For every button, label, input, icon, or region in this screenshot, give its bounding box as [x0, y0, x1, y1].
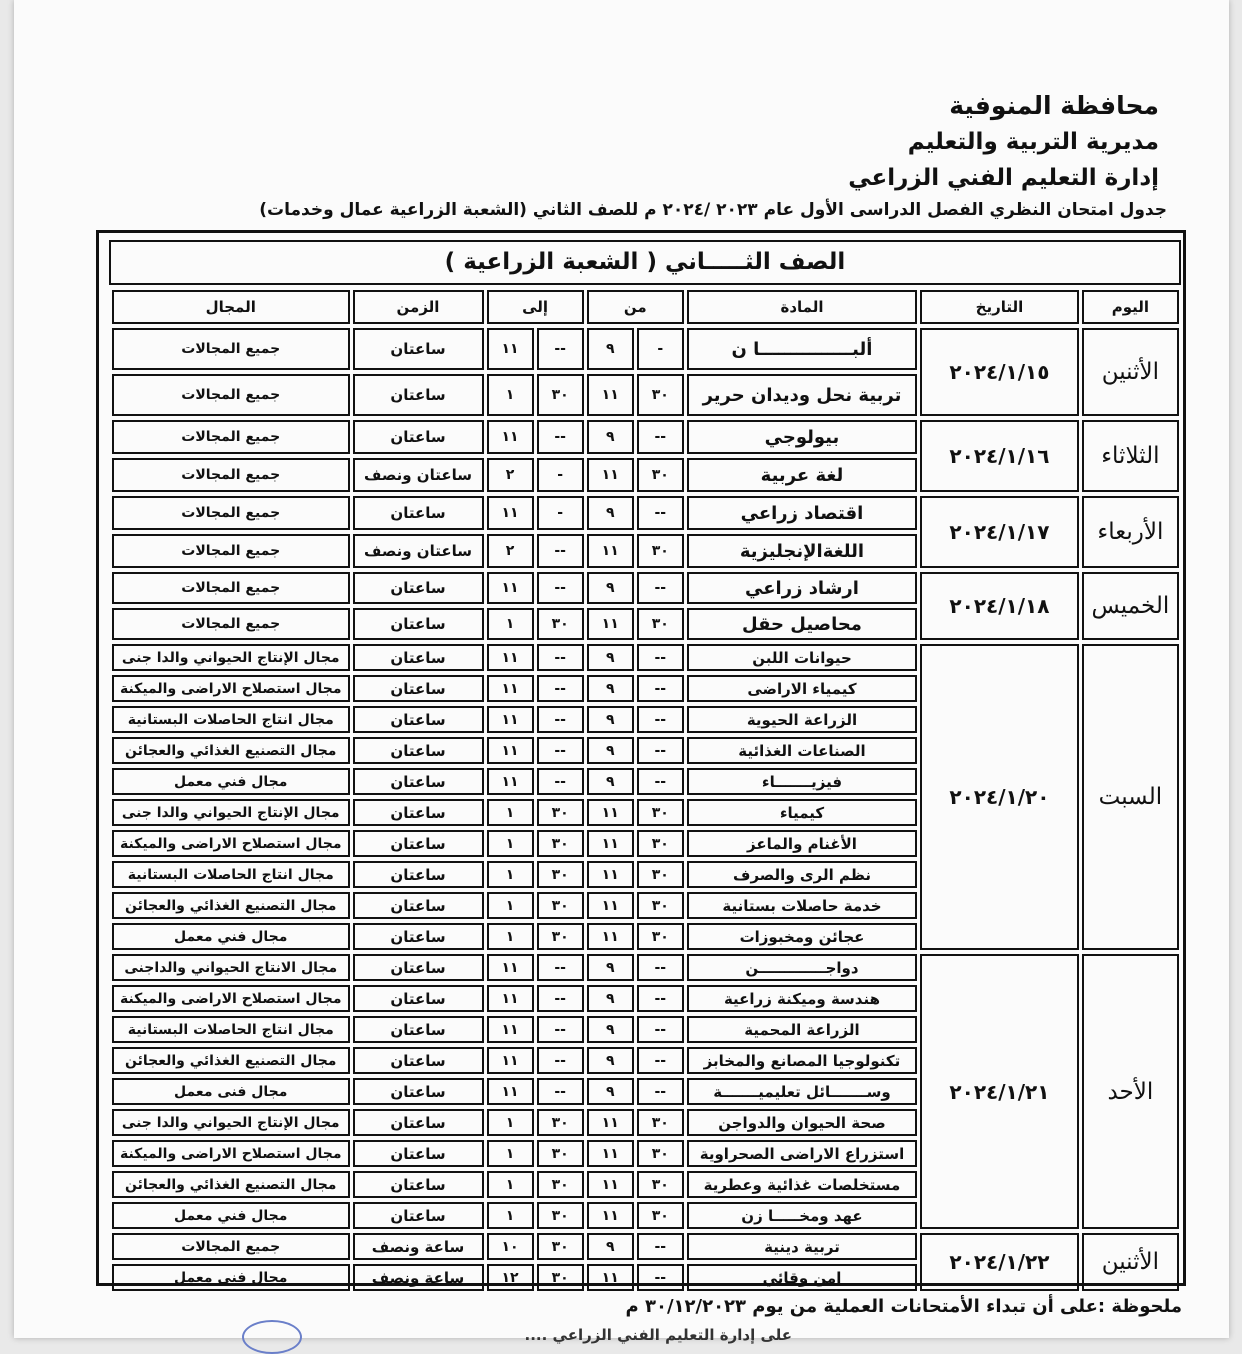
field-cell: جميع المجالات — [112, 572, 350, 604]
start-minute-cell: -- — [637, 1078, 684, 1105]
start-minute-cell: ٣٠ — [637, 374, 684, 416]
duration-cell: ساعتان — [353, 1047, 484, 1074]
subject-cell: اقتصاد زراعي — [687, 496, 917, 530]
end-minute-cell: ٣٠ — [537, 1264, 584, 1291]
field-cell: مجال الإنتاج الحيواني والدا جنى — [112, 644, 350, 671]
duration-cell: ساعتان — [353, 830, 484, 857]
duration-cell: ساعتان — [353, 923, 484, 950]
start-minute-cell: -- — [637, 644, 684, 671]
duration-cell: ساعتان — [353, 420, 484, 454]
start-hour-cell: ١١ — [587, 608, 634, 640]
start-hour-cell: ٩ — [587, 572, 634, 604]
end-minute-cell: - — [537, 496, 584, 530]
end-minute-cell: -- — [537, 534, 584, 568]
end-minute-cell: -- — [537, 420, 584, 454]
ink-stamp — [242, 1320, 302, 1354]
start-hour-cell: ٩ — [587, 706, 634, 733]
duration-cell: ساعتان — [353, 768, 484, 795]
subject-cell: فيزيـــــــاء — [687, 768, 917, 795]
field-cell: مجال التصنيع الغذائي والعجائن — [112, 1047, 350, 1074]
date-cell: ٢٠٢٤/١/١٦ — [920, 420, 1079, 492]
duration-cell: ساعتان — [353, 706, 484, 733]
start-minute-cell: ٣٠ — [637, 861, 684, 888]
end-hour-cell: ١ — [487, 861, 534, 888]
start-minute-cell: -- — [637, 737, 684, 764]
start-hour-cell: ٩ — [587, 1047, 634, 1074]
start-minute-cell: -- — [637, 1047, 684, 1074]
end-hour-cell: ١١ — [487, 572, 534, 604]
duration-cell: ساعتان — [353, 954, 484, 981]
subject-cell: ألبـــــــــــــــا ن — [687, 328, 917, 370]
end-hour-cell: ١ — [487, 892, 534, 919]
field-cell: مجال استصلاح الاراضى والميكنة — [112, 830, 350, 857]
subject-cell: كيمياء الاراضى — [687, 675, 917, 702]
duration-cell: ساعتان — [353, 608, 484, 640]
start-minute-cell: -- — [637, 1233, 684, 1260]
end-hour-cell: ١١ — [487, 1016, 534, 1043]
start-hour-cell: ١١ — [587, 923, 634, 950]
start-hour-cell: ٩ — [587, 954, 634, 981]
duration-cell: ساعتان ونصف — [353, 534, 484, 568]
subject-cell: الأغنام والماعز — [687, 830, 917, 857]
subject-cell: كيمياء — [687, 799, 917, 826]
field-cell: مجال الإنتاج الحيواني والدا جنى — [112, 799, 350, 826]
start-minute-cell: ٣٠ — [637, 1140, 684, 1167]
col-day: اليوم — [1082, 290, 1179, 324]
subject-cell: تربية دينية — [687, 1233, 917, 1260]
start-minute-cell: ٣٠ — [637, 1202, 684, 1229]
end-minute-cell: ٣٠ — [537, 861, 584, 888]
start-hour-cell: ١١ — [587, 799, 634, 826]
start-minute-cell: ٣٠ — [637, 534, 684, 568]
end-hour-cell: ١١ — [487, 1078, 534, 1105]
end-minute-cell: ٣٠ — [537, 608, 584, 640]
table-row — [112, 328, 1179, 370]
administration-title: إدارة التعليم الفني الزراعي — [848, 165, 1159, 191]
directorate-title: مديرية التربية والتعليم — [907, 129, 1159, 155]
start-hour-cell: ١١ — [587, 861, 634, 888]
start-minute-cell: -- — [637, 675, 684, 702]
day-cell: الأثنين — [1082, 328, 1179, 416]
duration-cell: ساعة ونصف — [353, 1233, 484, 1260]
end-minute-cell: -- — [537, 572, 584, 604]
col-duration: الزمن — [353, 290, 484, 324]
subject-cell: خدمة حاصلات بستانية — [687, 892, 917, 919]
table-row — [112, 496, 1179, 530]
field-cell: جميع المجالات — [112, 328, 350, 370]
end-hour-cell: ١ — [487, 923, 534, 950]
start-minute-cell: -- — [637, 572, 684, 604]
field-cell: مجال الانتاج الحيواني والداجنى — [112, 954, 350, 981]
schedule-body — [112, 328, 1179, 1291]
start-hour-cell: ١١ — [587, 534, 634, 568]
field-cell: مجال استصلاح الاراضى والميكنة — [112, 675, 350, 702]
practical-exams-note: ملحوظة :على أن تبداء الأمتحانات العملية من يوم ٣٠/١٢/٢٠٢٣ م — [625, 1296, 1182, 1317]
end-hour-cell: ١١ — [487, 1047, 534, 1074]
table-row — [112, 420, 1179, 454]
date-cell: ٢٠٢٤/١/١٥ — [920, 328, 1079, 416]
duration-cell: ساعتان — [353, 374, 484, 416]
duration-cell: ساعتان — [353, 328, 484, 370]
end-hour-cell: ١١ — [487, 768, 534, 795]
col-from: من — [587, 290, 684, 324]
duration-cell: ساعتان — [353, 1202, 484, 1229]
start-minute-cell: ٣٠ — [637, 923, 684, 950]
end-hour-cell: ١ — [487, 374, 534, 416]
field-cell: مجال التصنيع الغذائي والعجائن — [112, 737, 350, 764]
governorate-title: محافظة المنوفية — [949, 91, 1159, 120]
start-hour-cell: ٩ — [587, 1078, 634, 1105]
end-minute-cell: ٣٠ — [537, 1140, 584, 1167]
end-minute-cell: ٣٠ — [537, 374, 584, 416]
table-row — [112, 572, 1179, 604]
col-date: التاريخ — [920, 290, 1079, 324]
end-hour-cell: ١١ — [487, 328, 534, 370]
col-subject: المادة — [687, 290, 917, 324]
duration-cell: ساعتان — [353, 496, 484, 530]
field-cell: جميع المجالات — [112, 420, 350, 454]
field-cell: جميع المجالات — [112, 1233, 350, 1260]
end-hour-cell: ١١ — [487, 644, 534, 671]
col-to: إلى — [487, 290, 584, 324]
start-minute-cell: -- — [637, 985, 684, 1012]
grade-banner: الصف الثـــــاني ( الشعبة الزراعية ) — [109, 240, 1181, 285]
end-hour-cell: ١١ — [487, 954, 534, 981]
field-cell: جميع المجالات — [112, 608, 350, 640]
start-hour-cell: ١١ — [587, 830, 634, 857]
start-hour-cell: ٩ — [587, 737, 634, 764]
subject-cell: امن وقائي — [687, 1264, 917, 1291]
start-hour-cell: ١١ — [587, 374, 634, 416]
end-minute-cell: ٣٠ — [537, 1202, 584, 1229]
start-hour-cell: ٩ — [587, 1233, 634, 1260]
start-minute-cell: ٣٠ — [637, 1109, 684, 1136]
duration-cell: ساعتان — [353, 799, 484, 826]
start-minute-cell: -- — [637, 768, 684, 795]
start-hour-cell: ٩ — [587, 985, 634, 1012]
field-cell: مجال التصنيع الغذائي والعجائن — [112, 1171, 350, 1198]
date-cell: ٢٠٢٤/١/٢٢ — [920, 1233, 1079, 1291]
end-hour-cell: ١ — [487, 799, 534, 826]
end-hour-cell: ١ — [487, 1171, 534, 1198]
subject-cell: عهد ومخـــــا زن — [687, 1202, 917, 1229]
duration-cell: ساعتان — [353, 675, 484, 702]
subject-cell: تربية نحل وديدان حرير — [687, 374, 917, 416]
duration-cell: ساعتان — [353, 572, 484, 604]
end-minute-cell: -- — [537, 1078, 584, 1105]
field-cell: جميع المجالات — [112, 458, 350, 492]
subject-cell: استزراع الاراضى الصحراوية — [687, 1140, 917, 1167]
end-minute-cell: -- — [537, 954, 584, 981]
end-minute-cell: -- — [537, 768, 584, 795]
end-hour-cell: ٢ — [487, 534, 534, 568]
subject-cell: ارشاد زراعي — [687, 572, 917, 604]
start-hour-cell: ٩ — [587, 644, 634, 671]
end-minute-cell: ٣٠ — [537, 1233, 584, 1260]
start-minute-cell: ٣٠ — [637, 1171, 684, 1198]
field-cell: جميع المجالات — [112, 496, 350, 530]
subject-cell: اللغةالإنجليزية — [687, 534, 917, 568]
col-field: المجال — [112, 290, 350, 324]
field-cell: مجال الإنتاج الحيواني والدا جنى — [112, 1109, 350, 1136]
subject-cell: لغة عربية — [687, 458, 917, 492]
start-minute-cell: ٣٠ — [637, 799, 684, 826]
start-minute-cell: -- — [637, 1016, 684, 1043]
start-hour-cell: ١١ — [587, 458, 634, 492]
start-hour-cell: ٩ — [587, 420, 634, 454]
end-minute-cell: ٣٠ — [537, 799, 584, 826]
date-cell: ٢٠٢٤/١/١٨ — [920, 572, 1079, 640]
end-minute-cell: ٣٠ — [537, 830, 584, 857]
field-cell: مجال فنى معمل — [112, 1264, 350, 1291]
start-hour-cell: ٩ — [587, 675, 634, 702]
subject-cell: نظم الرى والصرف — [687, 861, 917, 888]
exam-schedule-table — [109, 286, 1182, 1295]
subject-cell: محاصيل حقل — [687, 608, 917, 640]
end-hour-cell: ١ — [487, 608, 534, 640]
duration-cell: ساعتان — [353, 737, 484, 764]
subject-cell: مستخلصات غذائية وعطرية — [687, 1171, 917, 1198]
end-minute-cell: -- — [537, 1016, 584, 1043]
schedule-subtitle: جدول امتحان النظري الفصل الدراسى الأول عام ٢٠٢٣ /٢٠٢٤ م للصف الثاني (الشعبة الزراعية عمال وخدمات) — [259, 200, 1167, 220]
end-minute-cell: ٣٠ — [537, 923, 584, 950]
subject-cell: عجائن ومخبوزات — [687, 923, 917, 950]
day-cell: السبت — [1082, 644, 1179, 950]
end-hour-cell: ١١ — [487, 706, 534, 733]
field-cell: جميع المجالات — [112, 534, 350, 568]
start-hour-cell: ١١ — [587, 1109, 634, 1136]
start-hour-cell: ١١ — [587, 892, 634, 919]
duration-cell: ساعتان — [353, 985, 484, 1012]
start-hour-cell: ١١ — [587, 1264, 634, 1291]
subject-cell: وســـــــائل تعليميـــــــة — [687, 1078, 917, 1105]
start-minute-cell: -- — [637, 420, 684, 454]
start-minute-cell: - — [637, 328, 684, 370]
field-cell: مجال انتاج الحاصلات البستانية — [112, 861, 350, 888]
end-minute-cell: ٣٠ — [537, 1109, 584, 1136]
document-header — [848, 88, 1159, 196]
field-cell: مجال فني معمل — [112, 768, 350, 795]
field-cell: مجال فني معمل — [112, 1202, 350, 1229]
end-minute-cell: -- — [537, 985, 584, 1012]
duration-cell: ساعتان — [353, 892, 484, 919]
end-hour-cell: ١ — [487, 830, 534, 857]
end-hour-cell: ١١ — [487, 675, 534, 702]
field-cell: مجال التصنيع الغذائي والعجائن — [112, 892, 350, 919]
start-hour-cell: ٩ — [587, 496, 634, 530]
start-minute-cell: -- — [637, 496, 684, 530]
field-cell: جميع المجالات — [112, 374, 350, 416]
end-hour-cell: ١٠ — [487, 1233, 534, 1260]
day-cell: الأثنين — [1082, 1233, 1179, 1291]
start-hour-cell: ١١ — [587, 1140, 634, 1167]
end-hour-cell: ١٢ — [487, 1264, 534, 1291]
duration-cell: ساعتان — [353, 861, 484, 888]
start-hour-cell: ١١ — [587, 1202, 634, 1229]
subject-cell: صحة الحيوان والدواجن — [687, 1109, 917, 1136]
date-cell: ٢٠٢٤/١/١٧ — [920, 496, 1079, 568]
date-cell: ٢٠٢٤/١/٢١ — [920, 954, 1079, 1229]
duration-cell: ساعتان — [353, 1078, 484, 1105]
field-cell: مجال انتاج الحاصلات البستانية — [112, 1016, 350, 1043]
day-cell: الأربعاء — [1082, 496, 1179, 568]
start-hour-cell: ٩ — [587, 328, 634, 370]
subject-cell: الزراعة المحمية — [687, 1016, 917, 1043]
subject-cell: بيولوجي — [687, 420, 917, 454]
subject-cell: الصناعات الغذائية — [687, 737, 917, 764]
end-minute-cell: -- — [537, 328, 584, 370]
end-hour-cell: ٢ — [487, 458, 534, 492]
duration-cell: ساعتان — [353, 1140, 484, 1167]
start-hour-cell: ٩ — [587, 1016, 634, 1043]
subject-cell: دواجـــــــــــــن — [687, 954, 917, 981]
duration-cell: ساعتان — [353, 1109, 484, 1136]
subject-cell: تكنولوجيا المصانع والمخابز — [687, 1047, 917, 1074]
start-minute-cell: ٣٠ — [637, 830, 684, 857]
subject-cell: حيوانات اللبن — [687, 644, 917, 671]
start-minute-cell: -- — [637, 954, 684, 981]
table-row — [112, 644, 1179, 671]
start-hour-cell: ٩ — [587, 768, 634, 795]
end-minute-cell: -- — [537, 644, 584, 671]
end-hour-cell: ١١ — [487, 737, 534, 764]
duration-cell: ساعتان ونصف — [353, 458, 484, 492]
duration-cell: ساعتان — [353, 1171, 484, 1198]
start-hour-cell: ١١ — [587, 1171, 634, 1198]
end-hour-cell: ١ — [487, 1109, 534, 1136]
table-row — [112, 1233, 1179, 1260]
duration-cell: ساعتان — [353, 1016, 484, 1043]
end-hour-cell: ١١ — [487, 496, 534, 530]
field-cell: مجال استصلاح الاراضى والميكنة — [112, 985, 350, 1012]
table-header-row — [112, 290, 1179, 324]
date-cell: ٢٠٢٤/١/٢٠ — [920, 644, 1079, 950]
subject-cell: هندسة وميكنة زراعية — [687, 985, 917, 1012]
start-minute-cell: -- — [637, 706, 684, 733]
end-minute-cell: ٣٠ — [537, 892, 584, 919]
end-minute-cell: -- — [537, 737, 584, 764]
duration-cell: ساعة ونصف — [353, 1264, 484, 1291]
day-cell: الثلاثاء — [1082, 420, 1179, 492]
field-cell: مجال انتاج الحاصلات البستانية — [112, 706, 350, 733]
end-hour-cell: ١ — [487, 1140, 534, 1167]
end-minute-cell: -- — [537, 675, 584, 702]
end-minute-cell: ٣٠ — [537, 1171, 584, 1198]
day-cell: الخميس — [1082, 572, 1179, 640]
start-minute-cell: ٣٠ — [637, 458, 684, 492]
end-hour-cell: ١ — [487, 1202, 534, 1229]
table-row — [112, 954, 1179, 981]
end-minute-cell: -- — [537, 706, 584, 733]
end-hour-cell: ١١ — [487, 420, 534, 454]
subject-cell: الزراعة الحيوية — [687, 706, 917, 733]
day-cell: الأحد — [1082, 954, 1179, 1229]
field-cell: مجال فنى معمل — [112, 1078, 350, 1105]
start-minute-cell: ٣٠ — [637, 608, 684, 640]
end-hour-cell: ١١ — [487, 985, 534, 1012]
start-minute-cell: -- — [637, 1264, 684, 1291]
end-minute-cell: -- — [537, 1047, 584, 1074]
end-minute-cell: - — [537, 458, 584, 492]
cut-off-note: على إدارة التعليم الفني الزراعي .... — [524, 1326, 792, 1344]
start-minute-cell: ٣٠ — [637, 892, 684, 919]
field-cell: مجال استصلاح الاراضى والميكنة — [112, 1140, 350, 1167]
field-cell: مجال فني معمل — [112, 923, 350, 950]
duration-cell: ساعتان — [353, 644, 484, 671]
